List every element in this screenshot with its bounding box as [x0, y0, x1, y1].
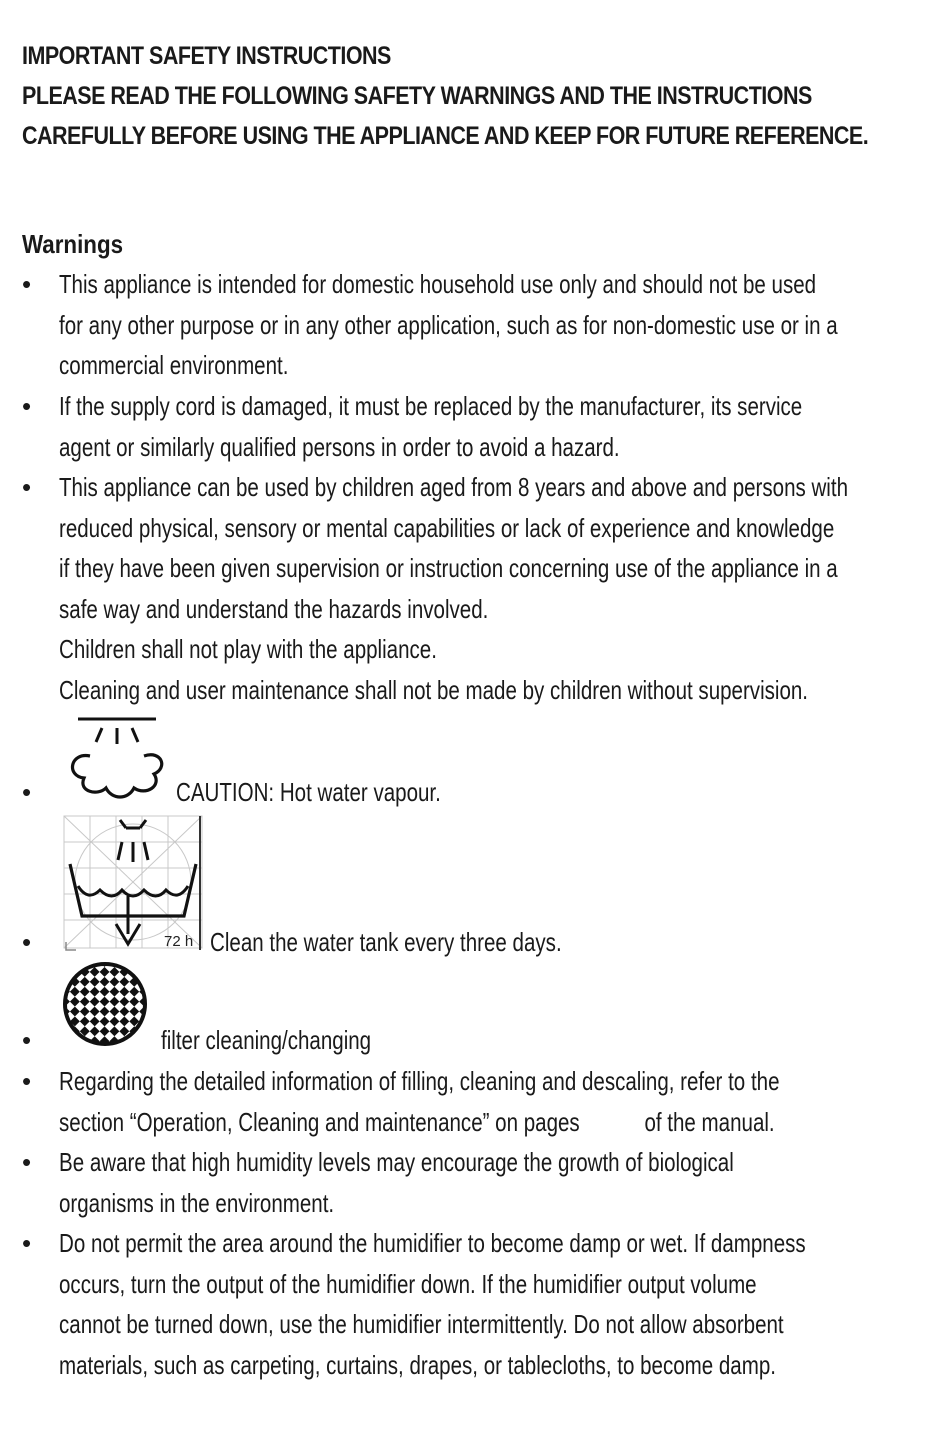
warning-4-line-2	[59, 1102, 775, 1143]
tank-clean-instruction: Clean the water tank every three days.	[210, 927, 562, 957]
warning-3-line-2: reduced physical, sensory or mental capabilities or lack of experience and knowledge	[59, 512, 835, 543]
bullet: •	[22, 391, 32, 421]
warning-6-line-3: cannot be turned down, use the humidifier intermittently. Do not allow absorbent	[59, 1309, 784, 1340]
filter-icon	[60, 962, 150, 1050]
warning-3-line-3: if they have been given supervision or instruction concerning use of the appliance in a	[59, 553, 838, 584]
warning-5-line-2: organisms in the environment.	[59, 1187, 335, 1218]
warning-3-line-5: Children shall not play with the appliance.	[59, 634, 437, 665]
header-line-2: PLEASE READ THE FOLLOWING SAFETY WARNINGS AND THE INSTRUCTIONS	[22, 82, 812, 110]
header-line-3: CAREFULLY BEFORE USING THE APPLIANCE AND KEEP FOR FUTURE REFERENCE.	[22, 122, 869, 150]
warning-6-line-4: materials, such as carpeting, curtains, drapes, or tablecloths, to become damp.	[59, 1349, 776, 1380]
warning-3-line-1: This appliance can be used by children aged from 8 years and above and persons with	[59, 472, 849, 502]
warning-4-manual-ref: of the manual.	[644, 1106, 775, 1137]
warning-6-line-2: occurs, turn the output of the humidifier down. If the humidifier output volume	[59, 1268, 757, 1299]
water-tank-clean-icon	[60, 812, 210, 956]
warning-6-line-1: Do not permit the area around the humidifier to become damp or wet. If dampness	[59, 1228, 806, 1258]
bullet: •	[22, 472, 32, 502]
warning-5-line-1: Be aware that high humidity levels may encourage the growth of biological	[59, 1147, 734, 1177]
tank-icon-label: 72 h	[164, 933, 194, 950]
warning-4-section-ref: section “Operation, Cleaning and maintenance” on pages	[59, 1106, 580, 1137]
bullet: •	[22, 269, 32, 299]
warning-2-line-2: agent or similarly qualified persons in order to avoid a hazard.	[59, 431, 620, 462]
warning-1-line-2: for any other purpose or in any other application, such as for non-domestic use or in a	[59, 309, 838, 340]
warning-3-line-4: safe way and understand the hazards involved.	[59, 593, 489, 624]
bullet: •	[22, 927, 32, 957]
header-line-1: IMPORTANT SAFETY INSTRUCTIONS	[22, 42, 391, 70]
hot-vapour-icon	[64, 712, 170, 800]
hot-vapour-caution: CAUTION: Hot water vapour.	[176, 777, 441, 807]
warning-3-line-6: Cleaning and user maintenance shall not be made by children without supervision.	[59, 675, 809, 705]
warning-1-line-3: commercial environment.	[59, 350, 289, 381]
bullet: •	[22, 1228, 32, 1258]
warning-1-line-1: This appliance is intended for domestic household use only and should not be used	[59, 269, 817, 299]
filter-instruction: filter cleaning/changing	[161, 1025, 372, 1055]
bullet: •	[22, 1066, 32, 1096]
warning-4-line-1: Regarding the detailed information of filling, cleaning and descaling, refer to the	[59, 1066, 780, 1096]
bullet: •	[22, 1025, 32, 1055]
bullet: •	[22, 1147, 32, 1177]
warning-2-line-1: If the supply cord is damaged, it must be replaced by the manufacturer, its service	[59, 391, 803, 421]
warnings-title: Warnings	[22, 229, 124, 259]
bullet: •	[22, 777, 32, 807]
